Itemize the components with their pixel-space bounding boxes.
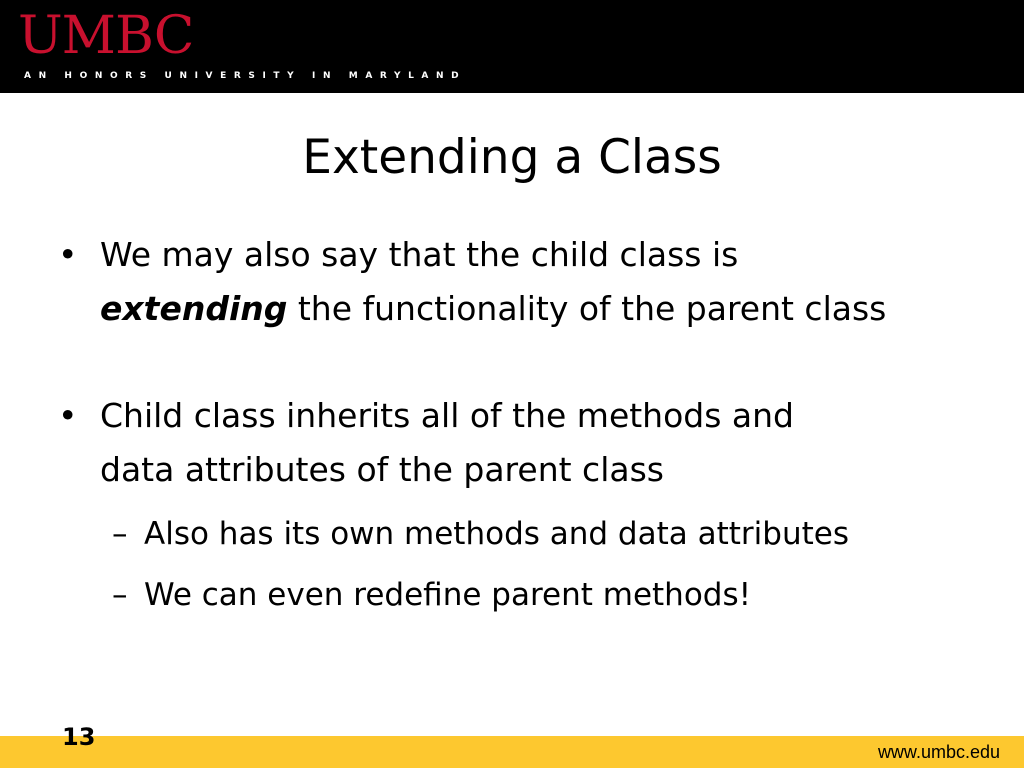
bullet-2-line-2: data attributes of the parent class <box>100 450 664 489</box>
bullet-dot: • <box>58 396 78 435</box>
page-number: 13 <box>62 723 96 751</box>
bullet-1-line-1: We may also say that the child class is <box>100 235 739 274</box>
sub-bullet-1-text: Also has its own methods and data attributes <box>144 516 849 552</box>
footer-bar <box>0 736 1024 768</box>
sub-bullet-1 <box>112 514 849 554</box>
emphasis-extending: extending <box>100 289 288 328</box>
dash-marker: – <box>112 516 128 552</box>
dash-marker: – <box>112 577 128 613</box>
footer-url: www.umbc.edu <box>877 742 1000 762</box>
bullet-2-line-1: Child class inherits all of the methods and <box>100 396 794 435</box>
header-bar <box>0 0 1024 93</box>
sub-bullet-2 <box>112 575 751 615</box>
slide-title: Extending a Class <box>302 130 722 185</box>
bullet-1-line-2-rest: the functionality of the parent class <box>287 289 887 328</box>
university-tagline: AN HONORS UNIVERSITY IN MARYLAND <box>24 71 467 81</box>
umbc-logo: UMBC <box>18 6 194 66</box>
bullet-dot: • <box>58 235 78 274</box>
bullet-1-line-2 <box>100 282 886 336</box>
sub-bullet-2-text: We can even redefine parent methods! <box>144 577 752 613</box>
